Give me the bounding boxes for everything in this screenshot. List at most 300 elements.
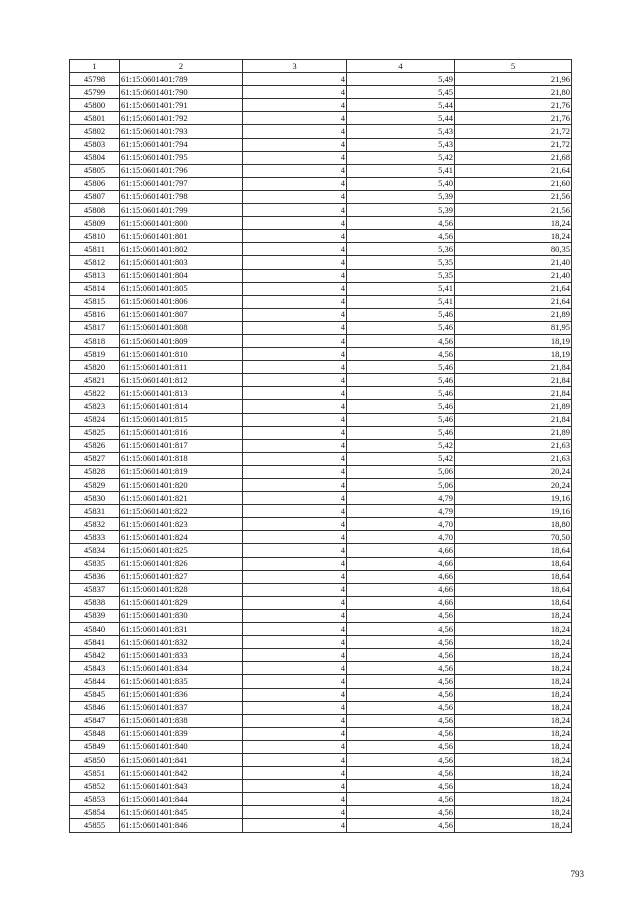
table-cell: 5,41 (347, 164, 455, 177)
table-cell: 4 (243, 374, 347, 387)
table-cell: 4,70 (347, 518, 455, 531)
table-row (70, 570, 572, 583)
table-cell: 21,89 (455, 308, 572, 321)
table-cell: 61:15:0601401:796 (120, 164, 243, 177)
table-cell: 70,50 (455, 531, 572, 544)
table-cell: 5,46 (347, 400, 455, 413)
table-cell: 61:15:0601401:794 (120, 138, 243, 151)
table-row (70, 531, 572, 544)
table-row (70, 125, 572, 138)
table-cell: 21,64 (455, 282, 572, 295)
table-row (70, 806, 572, 819)
table-cell: 45810 (70, 230, 120, 243)
table-cell: 4,56 (347, 662, 455, 675)
table-row (70, 256, 572, 269)
table-cell: 4 (243, 609, 347, 622)
table-cell: 45839 (70, 609, 120, 622)
table-cell: 61:15:0601401:801 (120, 230, 243, 243)
table-cell: 4 (243, 492, 347, 505)
table-cell: 45820 (70, 361, 120, 374)
table-cell: 4 (243, 99, 347, 112)
table-cell: 4,56 (347, 623, 455, 636)
table-cell: 4 (243, 636, 347, 649)
table-cell: 4 (243, 348, 347, 361)
table-cell: 61:15:0601401:797 (120, 177, 243, 190)
table-cell: 21,40 (455, 256, 572, 269)
table-row (70, 557, 572, 570)
table-cell: 4 (243, 714, 347, 727)
table-cell: 21,40 (455, 269, 572, 282)
table-row (70, 479, 572, 492)
table-cell: 4 (243, 400, 347, 413)
table-cell: 80,35 (455, 243, 572, 256)
table-cell: 45822 (70, 387, 120, 400)
table-cell: 4 (243, 819, 347, 832)
table-cell: 21,84 (455, 387, 572, 400)
table-cell: 21,56 (455, 190, 572, 203)
table-cell: 4 (243, 269, 347, 282)
table-cell: 61:15:0601401:812 (120, 374, 243, 387)
table-cell: 61:15:0601401:816 (120, 426, 243, 439)
table-cell: 18,24 (455, 230, 572, 243)
table-cell: 4,56 (347, 780, 455, 793)
table-cell: 5,42 (347, 452, 455, 465)
table-body (70, 73, 572, 832)
table-cell: 18,24 (455, 609, 572, 622)
table-row (70, 334, 572, 347)
table-cell: 21,72 (455, 138, 572, 151)
table-cell: 4 (243, 544, 347, 557)
table-cell: 45830 (70, 492, 120, 505)
table-cell: 4 (243, 361, 347, 374)
table-cell: 18,24 (455, 675, 572, 688)
table-cell: 45826 (70, 439, 120, 452)
table-cell: 4 (243, 596, 347, 609)
table-cell: 61:15:0601401:836 (120, 688, 243, 701)
table-row (70, 609, 572, 622)
table-cell: 4,56 (347, 806, 455, 819)
table-cell: 61:15:0601401:825 (120, 544, 243, 557)
table-cell: 4 (243, 256, 347, 269)
table-cell: 45802 (70, 125, 120, 138)
table-row (70, 793, 572, 806)
table-cell: 21,64 (455, 164, 572, 177)
table-cell: 18,24 (455, 714, 572, 727)
table-cell: 61:15:0601401:813 (120, 387, 243, 400)
table-cell: 61:15:0601401:807 (120, 308, 243, 321)
table-cell: 21,68 (455, 151, 572, 164)
table-cell: 5,35 (347, 269, 455, 282)
table-cell: 4 (243, 125, 347, 138)
table-cell: 4 (243, 387, 347, 400)
table-cell: 45818 (70, 334, 120, 347)
table-cell: 4,66 (347, 596, 455, 609)
table-row (70, 282, 572, 295)
table-cell: 4,56 (347, 714, 455, 727)
table-cell: 61:15:0601401:838 (120, 714, 243, 727)
table-cell: 61:15:0601401:840 (120, 740, 243, 753)
table-cell: 61:15:0601401:804 (120, 269, 243, 282)
table-row (70, 753, 572, 766)
table-cell: 4 (243, 793, 347, 806)
table-cell: 61:15:0601401:795 (120, 151, 243, 164)
table-cell: 5,44 (347, 112, 455, 125)
table-cell: 45805 (70, 164, 120, 177)
table-cell: 5,43 (347, 138, 455, 151)
table-cell: 20,24 (455, 465, 572, 478)
table-cell: 45825 (70, 426, 120, 439)
table-cell: 45832 (70, 518, 120, 531)
table-cell: 61:15:0601401:809 (120, 334, 243, 347)
table-cell: 45803 (70, 138, 120, 151)
table-cell: 4,56 (347, 701, 455, 714)
table-row (70, 190, 572, 203)
table-row (70, 374, 572, 387)
table-cell: 18,24 (455, 701, 572, 714)
table-cell: 61:15:0601401:810 (120, 348, 243, 361)
table-cell: 61:15:0601401:826 (120, 557, 243, 570)
table-cell: 61:15:0601401:830 (120, 609, 243, 622)
table-cell: 45816 (70, 308, 120, 321)
table-cell: 61:15:0601401:842 (120, 767, 243, 780)
column-header-5: 5 (455, 60, 572, 73)
table-cell: 4,66 (347, 570, 455, 583)
table-header (70, 60, 572, 73)
table-cell: 45823 (70, 400, 120, 413)
table-cell: 18,24 (455, 793, 572, 806)
table-cell: 4 (243, 780, 347, 793)
table-cell: 5,39 (347, 190, 455, 203)
table-cell: 18,24 (455, 623, 572, 636)
table-cell: 61:15:0601401:844 (120, 793, 243, 806)
table-cell: 4 (243, 465, 347, 478)
table-row (70, 413, 572, 426)
table-cell: 21,84 (455, 413, 572, 426)
table-row (70, 269, 572, 282)
table-cell: 4,70 (347, 531, 455, 544)
table-cell: 4 (243, 217, 347, 230)
table-cell: 21,76 (455, 112, 572, 125)
table-row (70, 243, 572, 256)
table-cell: 61:15:0601401:803 (120, 256, 243, 269)
table-cell: 61:15:0601401:846 (120, 819, 243, 832)
table-row (70, 636, 572, 649)
table-cell: 4 (243, 86, 347, 99)
table-cell: 61:15:0601401:790 (120, 86, 243, 99)
table-cell: 61:15:0601401:835 (120, 675, 243, 688)
table-cell: 45833 (70, 531, 120, 544)
table-cell: 18,64 (455, 570, 572, 583)
table-cell: 4 (243, 138, 347, 151)
table-cell: 45808 (70, 204, 120, 217)
table-cell: 4 (243, 531, 347, 544)
table-cell: 4,79 (347, 492, 455, 505)
table-cell: 61:15:0601401:802 (120, 243, 243, 256)
table-cell: 4 (243, 204, 347, 217)
table-cell: 61:15:0601401:814 (120, 400, 243, 413)
table-cell: 61:15:0601401:800 (120, 217, 243, 230)
table-cell: 18,24 (455, 740, 572, 753)
table-cell: 61:15:0601401:843 (120, 780, 243, 793)
table-cell: 18,64 (455, 596, 572, 609)
table-cell: 5,46 (347, 321, 455, 334)
table-cell: 61:15:0601401:791 (120, 99, 243, 112)
table-cell: 4 (243, 413, 347, 426)
table-cell: 61:15:0601401:833 (120, 649, 243, 662)
table-cell: 21,60 (455, 177, 572, 190)
table-cell: 61:15:0601401:839 (120, 727, 243, 740)
table-cell: 21,63 (455, 452, 572, 465)
table-cell: 5,42 (347, 151, 455, 164)
table-cell: 5,46 (347, 308, 455, 321)
table-cell: 4,56 (347, 609, 455, 622)
table-cell: 45819 (70, 348, 120, 361)
table-cell: 61:15:0601401:799 (120, 204, 243, 217)
table-cell: 4 (243, 282, 347, 295)
table-cell: 45799 (70, 86, 120, 99)
table-cell: 61:15:0601401:827 (120, 570, 243, 583)
table-cell: 19,16 (455, 492, 572, 505)
table-row (70, 86, 572, 99)
table-cell: 4,56 (347, 727, 455, 740)
table-row (70, 675, 572, 688)
table-cell: 4 (243, 623, 347, 636)
table-cell: 4 (243, 688, 347, 701)
table-cell: 45829 (70, 479, 120, 492)
table-cell: 18,24 (455, 753, 572, 766)
table-cell: 81,95 (455, 321, 572, 334)
table-cell: 21,63 (455, 439, 572, 452)
table-row (70, 230, 572, 243)
table-row (70, 740, 572, 753)
table-cell: 5,40 (347, 177, 455, 190)
table-cell: 61:15:0601401:822 (120, 505, 243, 518)
table-cell: 5,46 (347, 387, 455, 400)
table-cell: 4 (243, 334, 347, 347)
table-cell: 45812 (70, 256, 120, 269)
table-cell: 4,56 (347, 217, 455, 230)
table-cell: 4 (243, 112, 347, 125)
table-cell: 4 (243, 662, 347, 675)
table-row (70, 400, 572, 413)
table-cell: 45854 (70, 806, 120, 819)
table-cell: 18,24 (455, 767, 572, 780)
table-cell: 21,84 (455, 361, 572, 374)
table-cell: 61:15:0601401:819 (120, 465, 243, 478)
table-cell: 4,66 (347, 544, 455, 557)
table-cell: 4 (243, 452, 347, 465)
table-cell: 45809 (70, 217, 120, 230)
table-cell: 4,56 (347, 348, 455, 361)
table-cell: 18,19 (455, 348, 572, 361)
table-row (70, 138, 572, 151)
table-cell: 4 (243, 518, 347, 531)
table-cell: 4 (243, 426, 347, 439)
table-cell: 61:15:0601401:792 (120, 112, 243, 125)
table-cell: 18,24 (455, 217, 572, 230)
table-cell: 61:15:0601401:815 (120, 413, 243, 426)
table-cell: 21,96 (455, 73, 572, 86)
table-cell: 18,24 (455, 688, 572, 701)
table-cell: 4 (243, 243, 347, 256)
table-cell: 21,64 (455, 295, 572, 308)
table-cell: 21,56 (455, 204, 572, 217)
table-row (70, 426, 572, 439)
table-row (70, 112, 572, 125)
table-row (70, 649, 572, 662)
table-cell: 45804 (70, 151, 120, 164)
table-row (70, 701, 572, 714)
table-row (70, 177, 572, 190)
column-header-1: 1 (70, 60, 120, 73)
table-cell: 4 (243, 649, 347, 662)
table-row (70, 727, 572, 740)
table-cell: 4 (243, 151, 347, 164)
table-row (70, 492, 572, 505)
table-row (70, 308, 572, 321)
table-row (70, 544, 572, 557)
table-cell: 45834 (70, 544, 120, 557)
table-cell: 5,06 (347, 479, 455, 492)
table-row (70, 688, 572, 701)
table-cell: 4,56 (347, 753, 455, 766)
table-cell: 4 (243, 321, 347, 334)
table-cell: 61:15:0601401:832 (120, 636, 243, 649)
column-header-3: 3 (243, 60, 347, 73)
table-cell: 45807 (70, 190, 120, 203)
table-row (70, 151, 572, 164)
table-cell: 61:15:0601401:837 (120, 701, 243, 714)
table-row (70, 505, 572, 518)
table-cell: 18,24 (455, 636, 572, 649)
table-cell: 18,24 (455, 649, 572, 662)
table-cell: 61:15:0601401:845 (120, 806, 243, 819)
table-cell: 18,64 (455, 583, 572, 596)
table-row (70, 780, 572, 793)
table-cell: 61:15:0601401:811 (120, 361, 243, 374)
table-cell: 4 (243, 675, 347, 688)
table-cell: 4,66 (347, 557, 455, 570)
table-row (70, 623, 572, 636)
table-cell: 45821 (70, 374, 120, 387)
data-table (69, 59, 572, 833)
table-cell: 45851 (70, 767, 120, 780)
table-cell: 18,24 (455, 662, 572, 675)
table-cell: 61:15:0601401:824 (120, 531, 243, 544)
table-cell: 45836 (70, 570, 120, 583)
table-cell: 5,41 (347, 295, 455, 308)
table-cell: 4,56 (347, 675, 455, 688)
table-cell: 61:15:0601401:829 (120, 596, 243, 609)
table-cell: 61:15:0601401:831 (120, 623, 243, 636)
table-cell: 5,36 (347, 243, 455, 256)
table-cell: 4,56 (347, 334, 455, 347)
table-cell: 45845 (70, 688, 120, 701)
table-cell: 18,24 (455, 727, 572, 740)
table-cell: 45800 (70, 99, 120, 112)
table-cell: 21,89 (455, 400, 572, 413)
table-cell: 45817 (70, 321, 120, 334)
table-cell: 4 (243, 583, 347, 596)
table-cell: 5,49 (347, 73, 455, 86)
column-header-2: 2 (120, 60, 243, 73)
table-cell: 4 (243, 230, 347, 243)
table-cell: 61:15:0601401:806 (120, 295, 243, 308)
table-cell: 61:15:0601401:798 (120, 190, 243, 203)
table-cell: 4 (243, 505, 347, 518)
table-cell: 4 (243, 570, 347, 583)
table-cell: 45815 (70, 295, 120, 308)
table-cell: 45843 (70, 662, 120, 675)
table-cell: 18,64 (455, 544, 572, 557)
table-row (70, 819, 572, 832)
table-cell: 61:15:0601401:789 (120, 73, 243, 86)
table-cell: 5,46 (347, 361, 455, 374)
table-cell: 20,24 (455, 479, 572, 492)
header-row (70, 60, 572, 73)
table-cell: 61:15:0601401:793 (120, 125, 243, 138)
table-row (70, 518, 572, 531)
table-cell: 18,24 (455, 780, 572, 793)
table-row (70, 439, 572, 452)
table-row (70, 99, 572, 112)
table-cell: 19,16 (455, 505, 572, 518)
table-cell: 4 (243, 177, 347, 190)
table-row (70, 295, 572, 308)
table-cell: 61:15:0601401:818 (120, 452, 243, 465)
table-cell: 4,56 (347, 688, 455, 701)
table-cell: 5,46 (347, 426, 455, 439)
table-row (70, 767, 572, 780)
table-cell: 18,24 (455, 819, 572, 832)
table-cell: 4 (243, 767, 347, 780)
table-cell: 4,56 (347, 767, 455, 780)
table-cell: 45831 (70, 505, 120, 518)
table-cell: 4 (243, 727, 347, 740)
table-cell: 5,46 (347, 374, 455, 387)
table-cell: 45827 (70, 452, 120, 465)
table-cell: 4 (243, 73, 347, 86)
table-cell: 45811 (70, 243, 120, 256)
table-cell: 4,79 (347, 505, 455, 518)
table-cell: 21,84 (455, 374, 572, 387)
table-cell: 45850 (70, 753, 120, 766)
table-cell: 45835 (70, 557, 120, 570)
table-cell: 4 (243, 439, 347, 452)
table-cell: 61:15:0601401:823 (120, 518, 243, 531)
table-cell: 45837 (70, 583, 120, 596)
table-row (70, 662, 572, 675)
table-cell: 21,80 (455, 86, 572, 99)
table-cell: 21,72 (455, 125, 572, 138)
table-cell: 4 (243, 479, 347, 492)
table-cell: 45852 (70, 780, 120, 793)
table-cell: 18,64 (455, 557, 572, 570)
table-cell: 45846 (70, 701, 120, 714)
page-number: 793 (570, 869, 584, 879)
table-cell: 45853 (70, 793, 120, 806)
table-cell: 45848 (70, 727, 120, 740)
table-cell: 4 (243, 308, 347, 321)
table-cell: 45838 (70, 596, 120, 609)
table-cell: 5,45 (347, 86, 455, 99)
table-cell: 61:15:0601401:820 (120, 479, 243, 492)
table-cell: 18,24 (455, 806, 572, 819)
table-cell: 4,56 (347, 740, 455, 753)
table-row (70, 73, 572, 86)
table-cell: 61:15:0601401:828 (120, 583, 243, 596)
table-row (70, 321, 572, 334)
